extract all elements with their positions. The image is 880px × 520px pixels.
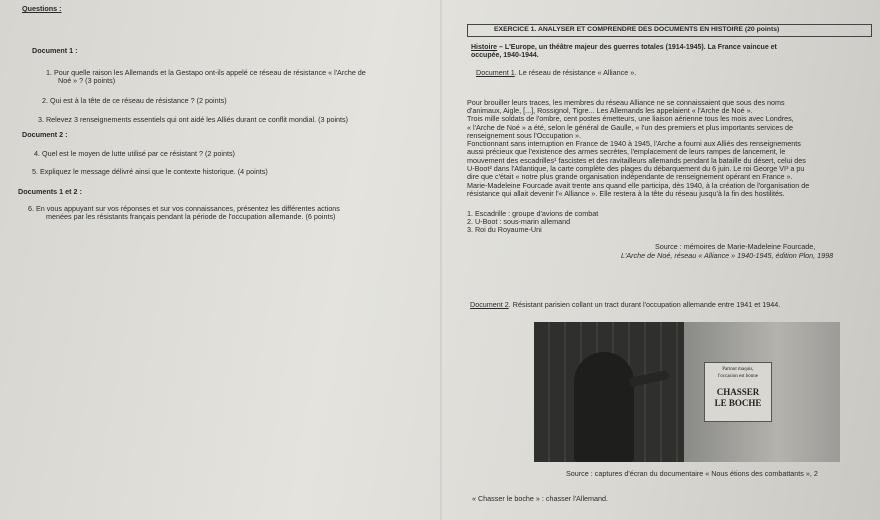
theme-label: Histoire xyxy=(471,44,498,51)
exercise-title: EXERCICE 1. ANALYSER ET COMPRENDRE DES DOCUMENTS EN HISTOIRE (20 points) xyxy=(494,26,780,33)
doc1-text-line: Fonctionnant sans interruption en France de 1940 à 1945, l'Arche a fourni aux Alliés des renseignements xyxy=(467,139,801,148)
question-1-line-2: Noé » ? (3 points) xyxy=(58,76,116,85)
footnote: 2. U-Boot : sous-marin allemand xyxy=(467,217,571,226)
theme-line-1 xyxy=(471,44,777,52)
doc1-text-line: résistance qui allait devenir l'« Alliance ». Elle restera à la tête du réseau jusqu'à la fin des hostilités. xyxy=(467,189,785,198)
doc1-text-line: dire que c'était « notre plus grande organisation indépendante de renseignement opérant en France ». xyxy=(467,172,793,181)
tract-line-3: CHASSER xyxy=(716,387,760,397)
photo-resistant-figure xyxy=(574,352,634,462)
source-doc1-line-1: Source : mémoires de Marie-Madeleine Fourcade, xyxy=(655,242,816,251)
doc2-label: Document 2 xyxy=(470,300,509,309)
doc1-text-line: « l'Arche de Noé » a été, selon le général de Gaulle, « l'un des premiers et plus importants services de xyxy=(467,123,793,132)
question-2: 2. Qui est à la tête de ce réseau de résistance ? (2 points) xyxy=(42,96,227,105)
question-1-line-1: 1. Pour quelle raison les Allemands et la Gestapo ont-ils appelé ce réseau de résistance « l'Arche de xyxy=(46,68,366,77)
source-doc1-line-2: L'Arche de Noé, réseau « Alliance » 1940-1945, édition Plon, 1998 xyxy=(621,251,834,260)
questions-heading: Questions : xyxy=(22,4,62,13)
gloss: « Chasser le boche » : chasser l'Allemand. xyxy=(472,494,609,503)
doc2-subheading: Document 2 : xyxy=(22,130,68,139)
doc1-text-line: U-Boot² dans l'Atlantique, la carte complète des plages du débarquement du 6 juin. Le roi George VI³ a pu xyxy=(467,164,805,173)
page-fold xyxy=(440,0,442,520)
theme-line-2: occupée, 1940-1944. xyxy=(471,52,539,59)
footnote: 1. Escadrille : groupe d'avions de combat xyxy=(467,209,599,218)
doc1-text-line: Pour brouiller leurs traces, les membres du réseau Alliance ne se connaissaient que sous des noms xyxy=(467,98,785,107)
tract-line-2: l'occasion est bonne xyxy=(717,374,759,379)
doc2-title xyxy=(470,301,780,309)
doc1-title xyxy=(476,69,636,77)
question-5: 5. Expliquez le message délivré ainsi que le contexte historique. (4 points) xyxy=(32,167,268,176)
docs-1-2-subheading: Documents 1 et 2 : xyxy=(18,187,82,196)
tract-poster xyxy=(704,362,772,422)
doc1-label: Document 1 xyxy=(476,68,515,77)
doc1-subheading: Document 1 : xyxy=(32,46,78,55)
source-doc2: Source : captures d'écran du documentaire « Nous étions des combattants », 2 xyxy=(566,469,818,478)
tract-line-1: Partout maquis, xyxy=(722,367,754,372)
doc1-title-text: . Le réseau de résistance « Alliance ». xyxy=(514,68,637,77)
tract-line-4: LE BOCHE xyxy=(714,398,762,408)
doc1-text-line: renseignement sous l'Occupation ». xyxy=(467,131,582,140)
doc2-title-text: . Résistant parisien collant un tract durant l'occupation allemande entre 1941 et 1944. xyxy=(508,300,781,309)
question-4: 4. Quel est le moyen de lutte utilisé par ce résistant ? (2 points) xyxy=(34,149,235,158)
footnote: 3. Roi du Royaume-Uni xyxy=(467,225,542,234)
theme-text: – L'Europe, un théâtre majeur des guerres totales (1914-1945). La France vaincue et xyxy=(497,44,777,51)
question-6-line-1: 6. En vous appuyant sur vos réponses et sur vos connaissances, présentez les différentes actions xyxy=(28,204,340,213)
doc1-text-line: Marie-Madeleine Fourcade avait trente ans quand elle participa, dès 1940, à la création de l'organisation de xyxy=(467,181,810,190)
doc1-text-line: Trois mille soldats de l'ombre, cent postes émetteurs, une liaison aérienne tous les mois avec Londres, xyxy=(467,114,794,123)
resistant-photo xyxy=(534,322,840,462)
question-6-line-2: menées par les résistants français pendant la période de l'occupation allemande. (6 points) xyxy=(46,212,336,221)
doc1-text-line: d'animaux, Aigle, [...], Rossignol, Tigre... Les Allemands les appelaient « l'Arche de Noé ». xyxy=(467,106,753,115)
doc1-text-line: aussi précieux que l'existence des armes secrètes, l'emplacement de leurs rampes de lancement, le xyxy=(467,147,786,156)
question-3: 3. Relevez 3 renseignements essentiels qui ont aidé les Alliés durant ce conflit mondial. (3 points) xyxy=(38,115,349,124)
doc1-text-line: mouvement des escadrilles¹ fascistes et des ravitailleurs allemands pendant la bataille du désert, celui des xyxy=(467,156,806,165)
